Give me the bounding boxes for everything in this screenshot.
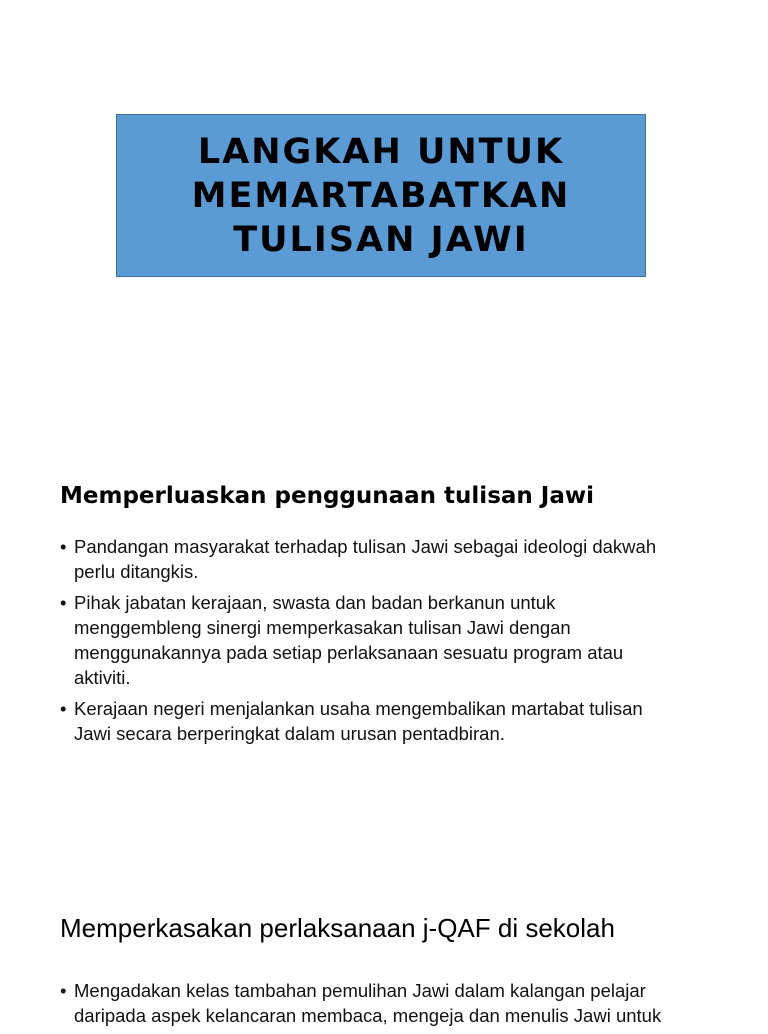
bullet-text-line: perlu ditangkis. — [74, 561, 199, 582]
bullet-text-line: Pihak jabatan kerajaan, swasta dan badan berkanun untuk — [74, 592, 556, 613]
bullet-item — [60, 696, 740, 746]
bullet-text-line: Kerajaan negeri menjalankan usaha mengembalikan martabat tulisan — [74, 698, 643, 719]
bullet-text-line: aktiviti. — [74, 667, 131, 688]
title-box — [116, 114, 646, 277]
bullet-text-line: Jawi secara berperingkat dalam urusan pentadbiran. — [74, 723, 505, 744]
bullet-text-line: daripada aspek kelancaran membaca, mengeja dan menulis Jawi untuk — [74, 1005, 662, 1026]
title-line: LANGKAH UNTUK — [197, 131, 565, 172]
bullet-icon: • — [60, 980, 67, 1001]
section-memperkasakan — [60, 912, 740, 1034]
bullet-item — [60, 590, 740, 690]
bullet-icon: • — [60, 698, 67, 719]
bullet-icon: • — [60, 592, 67, 613]
title-line: MEMARTABATKAN — [191, 175, 571, 216]
bullet-text-line: Mengadakan kelas tambahan pemulihan Jawi dalam kalangan pelajar — [74, 980, 646, 1001]
title-line: TULISAN JAWI — [233, 219, 529, 260]
bullet-text-line: Pandangan masyarakat terhadap tulisan Jawi sebagai ideologi dakwah — [74, 536, 657, 557]
bullet-list — [60, 978, 740, 1028]
bullet-text-line: menggunakannya pada setiap perlaksanaan sesuatu program atau — [74, 642, 624, 663]
slide-title — [192, 130, 571, 262]
section-heading: Memperluaskan penggunaan tulisan Jawi — [60, 483, 594, 509]
bullet-list — [60, 534, 740, 746]
bullet-icon: • — [60, 536, 67, 557]
section-heading: Memperkasakan perlaksanaan j-QAF di sekolah — [60, 913, 615, 943]
bullet-text-line: menggembleng sinergi memperkasakan tulisan Jawi dengan — [74, 617, 571, 638]
section-memperluaskan — [60, 480, 740, 752]
bullet-item — [60, 534, 740, 584]
bullet-item — [60, 978, 740, 1028]
